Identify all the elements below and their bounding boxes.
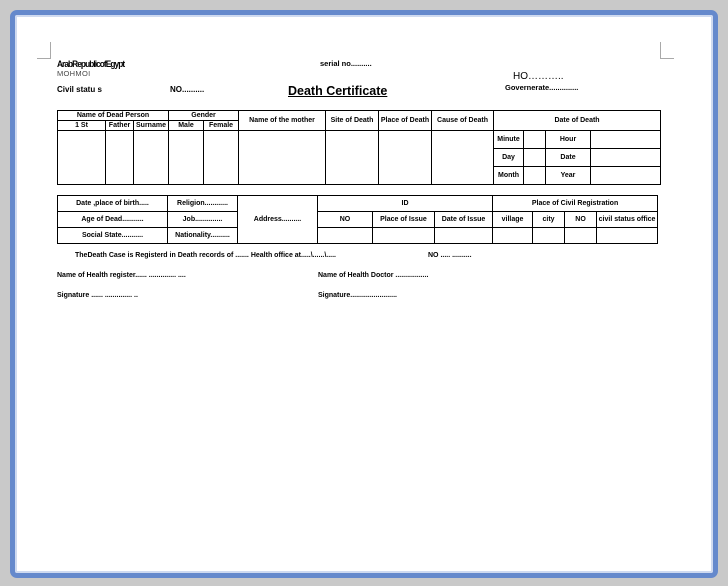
label-day: Day xyxy=(494,149,524,167)
input-cell-father[interactable] xyxy=(106,131,134,185)
input-cell-id-no[interactable] xyxy=(318,228,373,244)
header-first-name: 1 St xyxy=(58,121,106,131)
label-date-place-of-birth: Date ,place of birth..... xyxy=(58,196,168,212)
registration-info-table xyxy=(57,195,658,244)
label-religion: Religion............ xyxy=(168,196,238,212)
civil-status-no-field: NO.......... xyxy=(170,85,205,94)
label-month: Month xyxy=(494,167,524,185)
signature-register-field: Signature ...... .............. .. xyxy=(57,292,138,299)
margin-mark-top-left-icon xyxy=(37,42,51,59)
governerate-field: Governerate.............. xyxy=(505,83,579,92)
input-cell-id-date-of-issue[interactable] xyxy=(435,228,493,244)
header-id-date-of-issue: Date of Issue xyxy=(435,212,493,228)
input-cell-day[interactable] xyxy=(524,149,546,167)
page-title: Death Certificate xyxy=(288,84,388,98)
header-village: village xyxy=(493,212,533,228)
header-site-of-death: Site of Death xyxy=(326,111,379,131)
header-male: Male xyxy=(169,121,204,131)
label-age-of-dead: Age of Dead........... xyxy=(58,212,168,228)
margin-mark-top-right-icon xyxy=(660,42,674,59)
input-cell-surname[interactable] xyxy=(134,131,169,185)
input-cell-place-of-death[interactable] xyxy=(379,131,432,185)
header-gender: Gender xyxy=(169,111,239,121)
label-job: Job.............. xyxy=(168,212,238,228)
label-year: Year xyxy=(546,167,591,185)
input-cell-mother[interactable] xyxy=(239,131,326,185)
header-id-place-of-issue: Place of Issue xyxy=(373,212,435,228)
header-cause-of-death: Cause of Death xyxy=(432,111,494,131)
name-of-health-doctor-field: Name of Health Doctor ................. xyxy=(318,272,429,279)
registered-statement: TheDeath Case is Registerd in Death records of ....... Health office at.....\......\..... xyxy=(75,252,337,259)
header-id: ID xyxy=(318,196,493,212)
label-nationality: Nationality.......... xyxy=(168,228,238,244)
input-cell-date[interactable] xyxy=(591,149,661,167)
input-cell-id-place-of-issue[interactable] xyxy=(373,228,435,244)
header-city: city xyxy=(533,212,565,228)
input-cell-village[interactable] xyxy=(493,228,533,244)
registered-no-field: NO ..... .......... xyxy=(428,252,472,259)
label-date: Date xyxy=(546,149,591,167)
input-cell-civil-status-office[interactable] xyxy=(597,228,658,244)
deceased-info-table xyxy=(57,110,661,185)
input-cell-month[interactable] xyxy=(524,167,546,185)
header-place-of-death: Place of Death xyxy=(379,111,432,131)
header-father: Father xyxy=(106,121,134,131)
input-cell-civil-no[interactable] xyxy=(565,228,597,244)
ho-field: HO……….. xyxy=(513,71,564,82)
label-social-state: Social State........... xyxy=(58,228,168,244)
name-of-health-register-field: Name of Health register...... .............. .... xyxy=(57,272,186,279)
header-surname: Surname xyxy=(134,121,169,131)
header-name-of-mother: Name of the mother xyxy=(239,111,326,131)
input-cell-site-of-death[interactable] xyxy=(326,131,379,185)
header-date-of-death: Date of Death xyxy=(494,111,661,131)
header-place-of-civil-registration: Place of Civil Registration xyxy=(493,196,658,212)
header-female: Female xyxy=(204,121,239,131)
header-name-of-dead-person: Name of Dead Person xyxy=(58,111,169,121)
input-cell-year[interactable] xyxy=(591,167,661,185)
input-cell-female[interactable] xyxy=(204,131,239,185)
input-cell-first-name[interactable] xyxy=(58,131,106,185)
label-address: Address.......... xyxy=(238,196,318,244)
signature-doctor-field: Signature........................ xyxy=(318,292,397,299)
input-cell-minute[interactable] xyxy=(524,131,546,149)
header-id-no: NO xyxy=(318,212,373,228)
input-cell-city[interactable] xyxy=(533,228,565,244)
input-cell-hour[interactable] xyxy=(591,131,661,149)
header-civil-status-office: civil status office xyxy=(597,212,658,228)
civil-status-label: Civil statu s xyxy=(57,85,102,94)
org-name-line: ArabRepublicofEgypt xyxy=(57,59,125,69)
label-hour: Hour xyxy=(546,131,591,149)
header-civil-no: NO xyxy=(565,212,597,228)
ministry-line: MOHMOI xyxy=(57,69,91,78)
label-minute: Minute xyxy=(494,131,524,149)
input-cell-male[interactable] xyxy=(169,131,204,185)
input-cell-cause-of-death[interactable] xyxy=(432,131,494,185)
serial-no-field: serial no.......... xyxy=(320,59,372,68)
